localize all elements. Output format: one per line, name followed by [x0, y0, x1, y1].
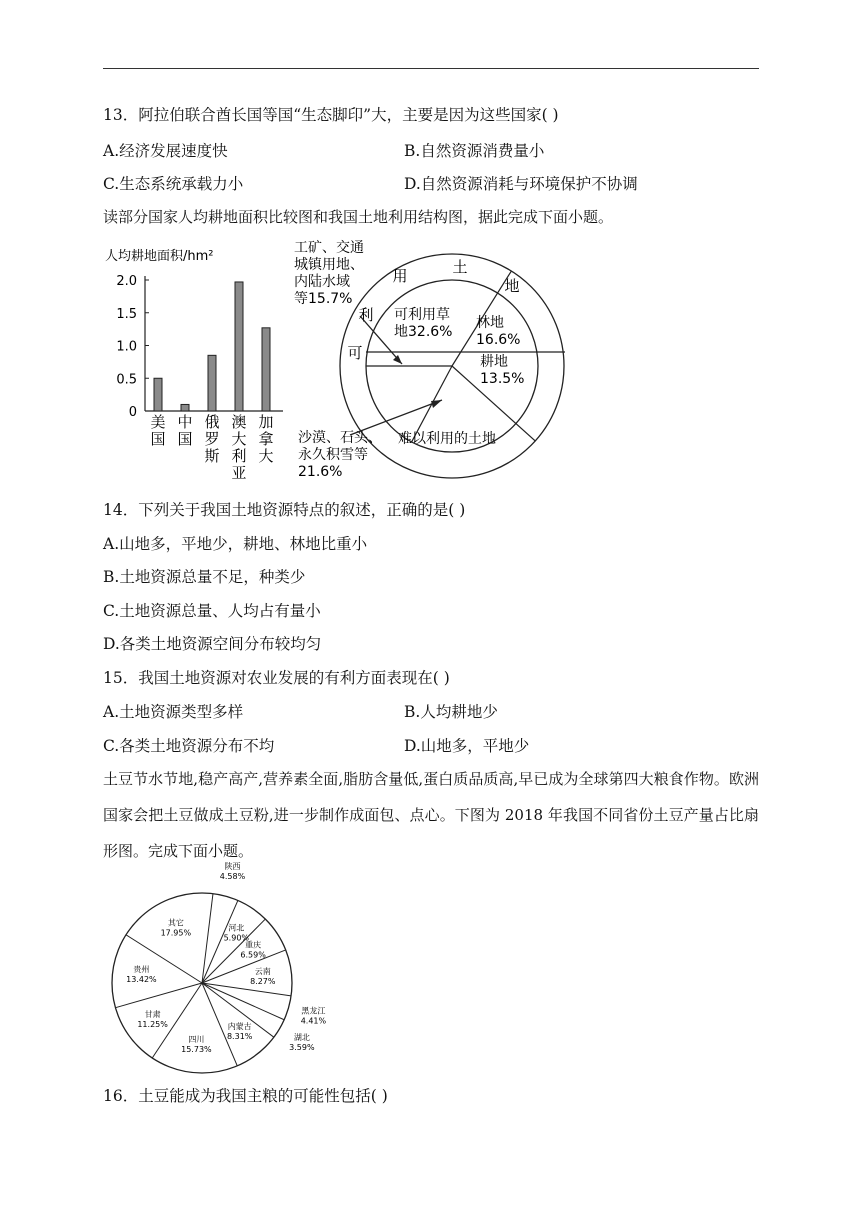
ring-char: 利	[358, 306, 374, 324]
potato-slice-name: 湖北	[293, 1032, 310, 1042]
q14-option-d[interactable]: D.各类土地资源空间分布较均匀	[103, 635, 322, 653]
bar-2	[181, 404, 189, 411]
q16-stem: 16．土豆能成为我国主粮的可能性包括( )	[103, 1087, 388, 1105]
potato-slice-pct: 13.42%	[126, 975, 157, 985]
ring-char: 用	[392, 267, 408, 285]
bar-category-char: 俄	[204, 413, 220, 431]
q14-option-b[interactable]: B.土地资源总量不足，种类少	[103, 568, 306, 586]
potato-slice-name: 河北	[228, 923, 245, 933]
bar-1	[154, 378, 162, 411]
land-slice-label: 永久积雪等	[298, 447, 368, 463]
land-slice-label: 沙漠、石头、	[298, 430, 382, 446]
bar-category-char: 国	[177, 430, 193, 448]
potato-slice-pct: 5.90%	[223, 933, 250, 943]
bar-category-char: 拿	[258, 430, 274, 448]
potato-slice-pct: 11.25%	[137, 1020, 168, 1030]
land-slice-label: 16.6%	[476, 332, 521, 348]
arrow-head-industrial	[393, 355, 402, 364]
potato-slice-pct: 8.31%	[226, 1032, 253, 1042]
land-slice-label: 地32.6%	[394, 324, 453, 340]
unusable-land-label: 难以利用的土地	[398, 431, 496, 447]
bar-category-char: 加	[258, 413, 274, 431]
bar-category-char: 利	[231, 447, 247, 465]
bar-category-char: 大	[231, 430, 247, 448]
potato-slice-pct: 4.41%	[300, 1016, 327, 1026]
potato-slice-name: 陕西	[224, 862, 241, 872]
potato-production-pie-chart	[103, 862, 343, 1068]
bar-y-tick-label: 0	[128, 405, 137, 420]
q14-option-a[interactable]: A.山地多，平地少，耕地、林地比重小	[103, 535, 368, 553]
bar-3	[208, 355, 216, 411]
q15-option-b[interactable]: B.人均耕地少	[404, 703, 498, 721]
q13-option-d[interactable]: D.自然资源消耗与环境保护不协调	[404, 175, 638, 193]
land-slice-label: 可利用草	[394, 307, 450, 323]
intro-q14: 读部分国家人均耕地面积比较图和我国土地利用结构图，据此完成下面小题。	[103, 208, 614, 226]
bar-chart-y-label: 人均耕地面积/hm²	[105, 249, 214, 264]
potato-slice-pct: 8.27%	[250, 976, 276, 986]
bar-category-char: 斯	[204, 447, 220, 465]
q13-option-c[interactable]: C.生态系统承载力小	[103, 175, 244, 193]
land-slice-label: 城镇用地、	[294, 257, 364, 273]
bar-category-char: 中	[177, 413, 193, 431]
q15-stem: 15．我国土地资源对农业发展的有利方面表现在( )	[103, 669, 450, 687]
bar-category-char: 罗	[204, 430, 220, 448]
land-slice-label: 13.5%	[480, 371, 525, 387]
q14-option-c[interactable]: C.土地资源总量、人均占有量小	[103, 602, 321, 620]
potato-slice-pct: 17.95%	[160, 928, 192, 938]
header-rule	[103, 68, 759, 69]
ring-char: 地	[504, 277, 520, 295]
potato-slice-name: 甘肃	[144, 1010, 161, 1020]
bar-category-char: 国	[150, 430, 166, 448]
q15-option-a[interactable]: A.土地资源类型多样	[103, 703, 244, 721]
potato-slice-pct: 3.59%	[289, 1042, 315, 1052]
potato-slice-name: 云南	[254, 966, 271, 976]
q14-stem: 14．下列关于我国土地资源特点的叙述，正确的是( )	[103, 501, 466, 519]
potato-slice-pct: 15.73%	[181, 1044, 212, 1054]
arrow-desert	[350, 400, 442, 435]
potato-slice-name: 重庆	[245, 940, 262, 950]
potato-slice-name: 其它	[167, 918, 184, 928]
land-slice-label: 内陆水域	[294, 274, 350, 290]
potato-slice-pct: 6.59%	[240, 950, 266, 960]
q13-option-b[interactable]: B.自然资源消费量小	[404, 142, 545, 160]
bar-y-tick-label: 1.5	[116, 306, 137, 322]
bar-y-tick-label: 1.0	[116, 339, 137, 355]
land-slice-label: 耕地	[480, 354, 508, 370]
bar-category-char: 大	[258, 447, 274, 465]
potato-slice-pct: 4.58%	[219, 872, 246, 882]
q15-option-d[interactable]: D.山地多，平地少	[404, 737, 530, 755]
intro-q16: 土豆节水节地,稳产高产,营养素全面,脂肪含量低,蛋白质品质高,早已成为全球第四大粮食作物。欧洲国家会把土豆做成土豆粉,进一步制作成面包、点心。下图为 2018 年我国不同省份土豆产量占比扇形图。完成下面小题。	[103, 770, 759, 860]
arable-land-bar-chart	[103, 240, 303, 490]
bar-y-tick-label: 2.0	[116, 274, 137, 289]
q15-option-c[interactable]: C.各类土地资源分布不均	[103, 737, 275, 755]
potato-slice-name: 贵州	[133, 965, 150, 975]
land-slice-label: 21.6%	[298, 464, 343, 480]
land-slice-label: 林地	[476, 315, 504, 331]
q13-stem: 13．阿拉伯联合酋长国等国“生态脚印”大，主要是因为这些国家( )	[103, 106, 559, 124]
potato-slice-name: 黑龙江	[301, 1006, 326, 1016]
arrow-head-desert	[431, 400, 442, 408]
bar-5	[262, 328, 270, 411]
bar-y-tick-label: 0.5	[116, 372, 137, 388]
potato-slice-name: 四川	[188, 1034, 205, 1044]
potato-slice-name: 内蒙古	[227, 1022, 252, 1032]
land-slice-label: 等15.7%	[294, 291, 353, 307]
land-slice-label: 工矿、交通	[294, 240, 364, 256]
ring-char: 土	[452, 258, 468, 276]
land-use-structure-chart	[290, 236, 590, 486]
q13-option-a[interactable]: A.经济发展速度快	[103, 142, 228, 160]
bar-category-char: 美	[150, 413, 166, 431]
bar-category-char: 澳	[231, 413, 247, 431]
ring-char: 可	[347, 344, 363, 362]
bar-category-char: 亚	[231, 464, 247, 482]
bar-4	[235, 282, 243, 411]
